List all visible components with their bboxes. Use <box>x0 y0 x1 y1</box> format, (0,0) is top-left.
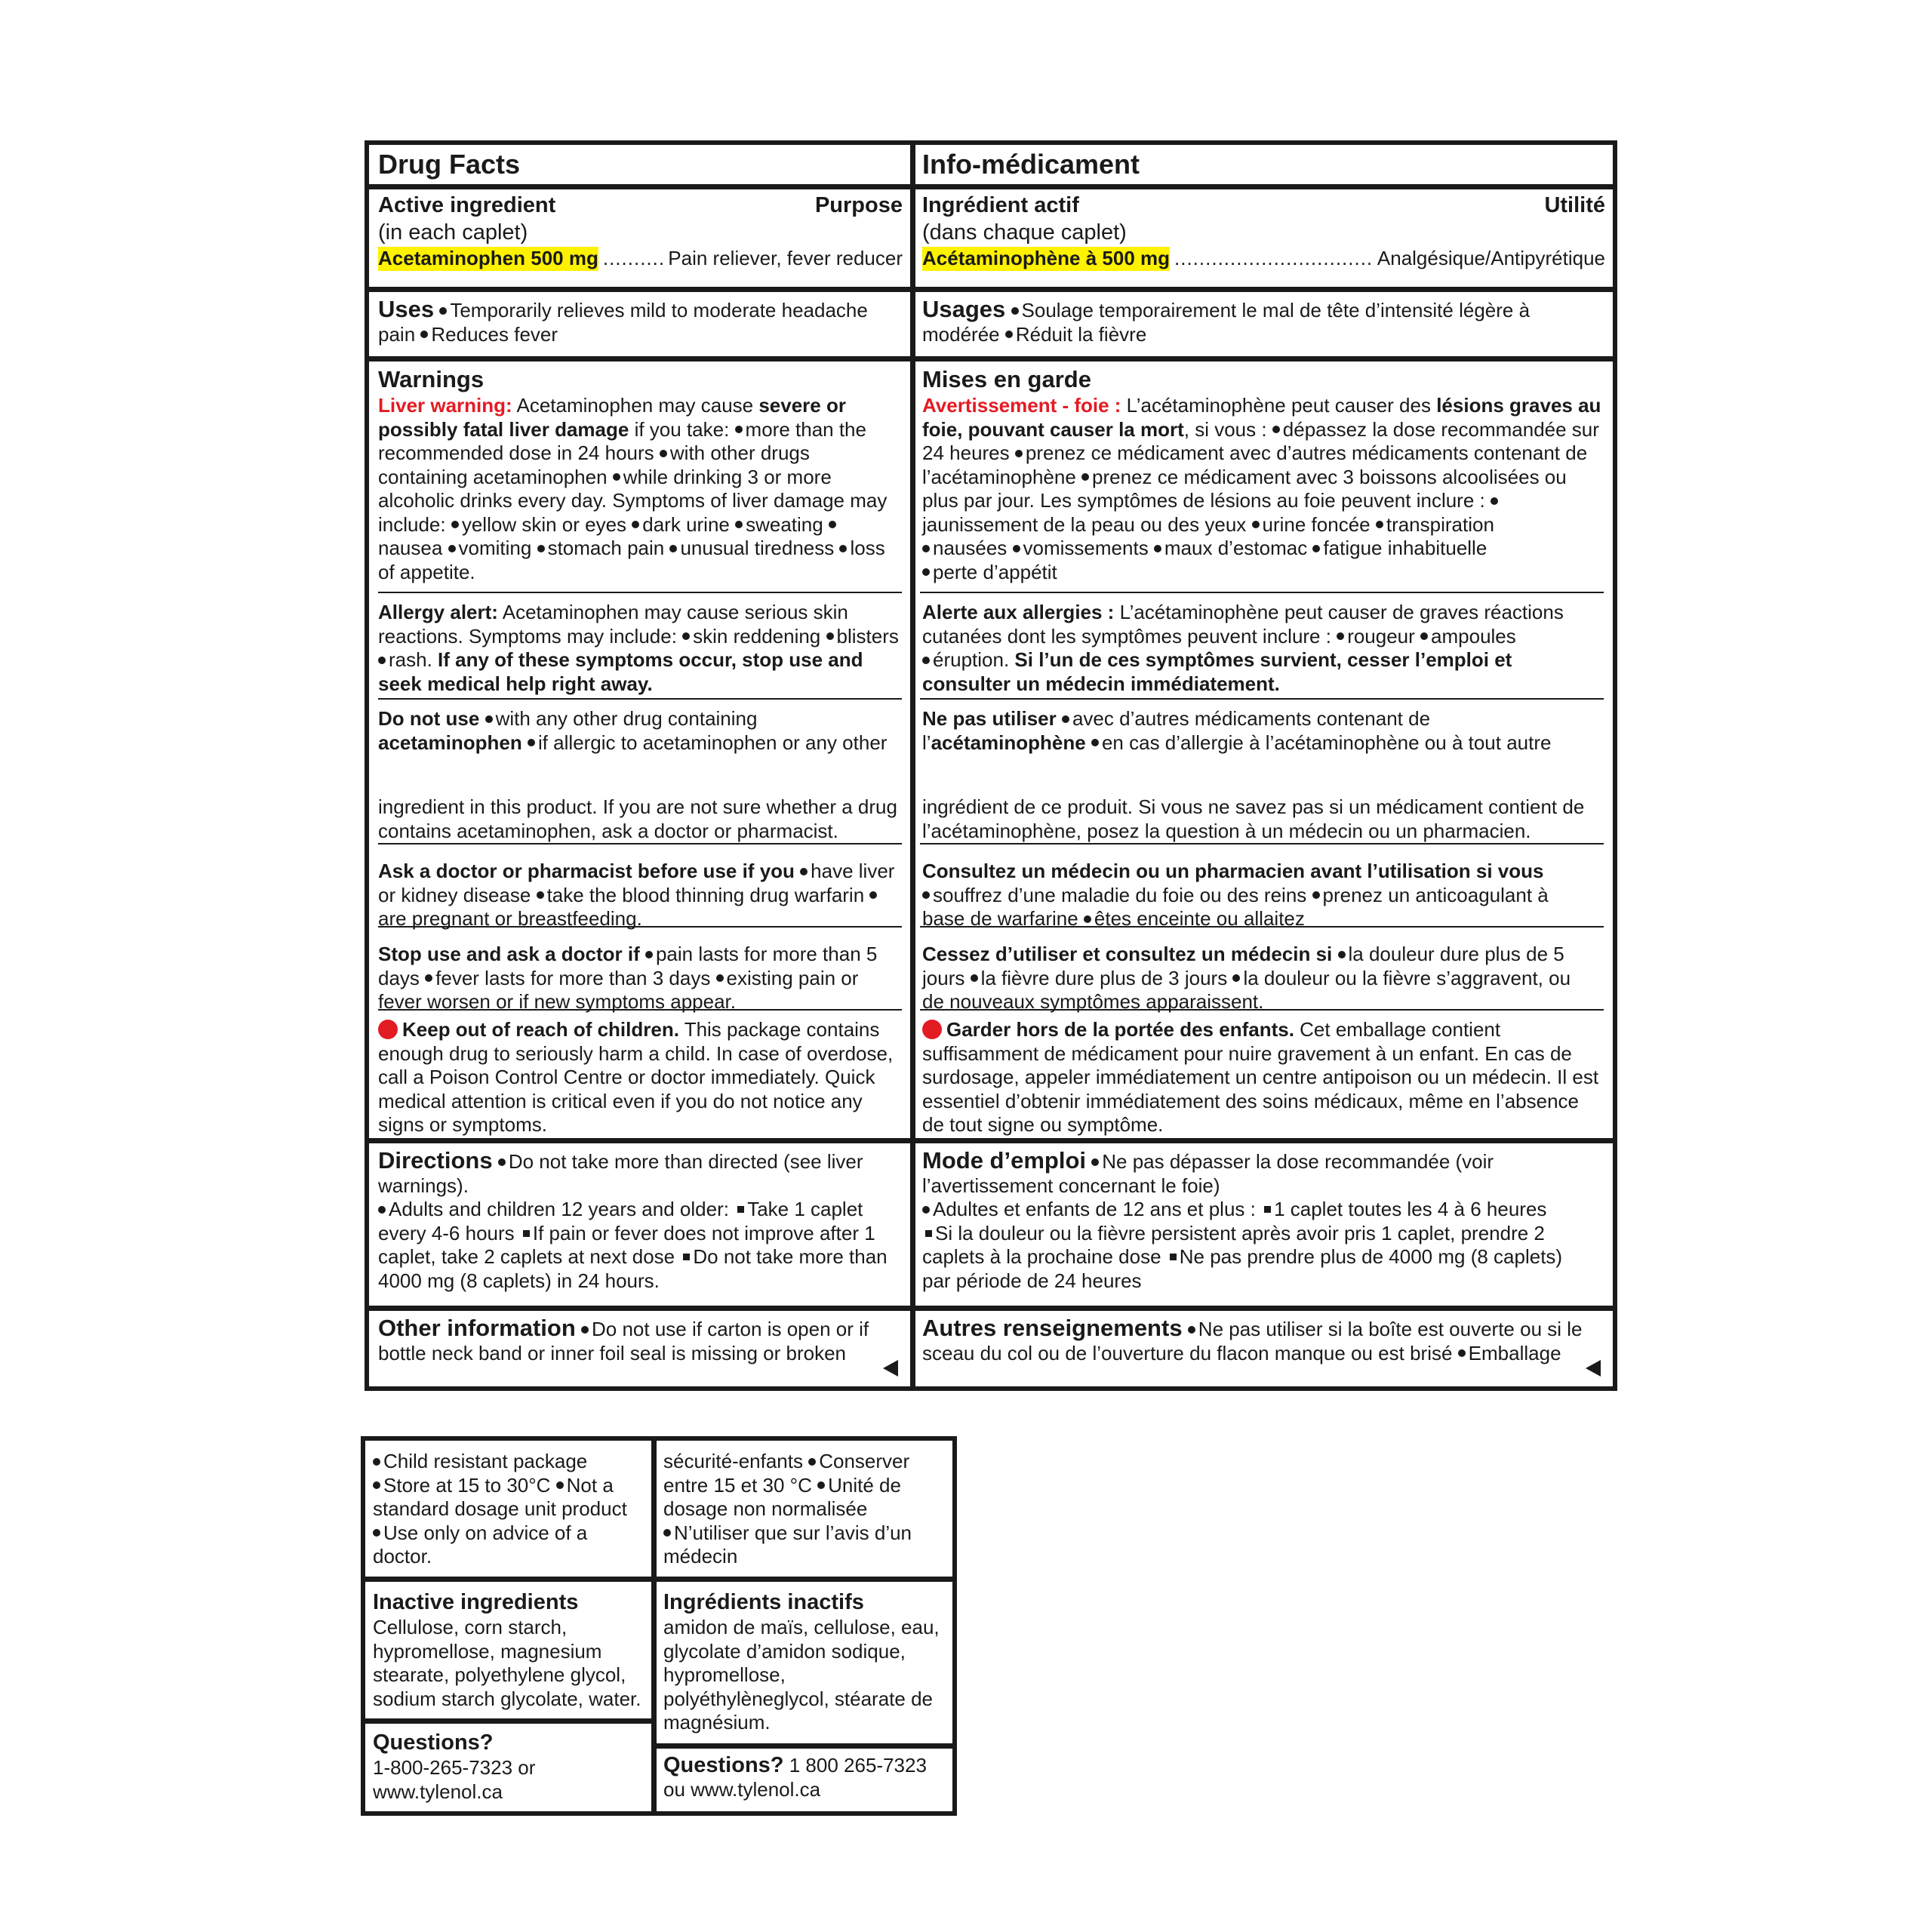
ingredient-purpose: Analgésique/Antipyrétique <box>1377 247 1605 269</box>
bullet-icon <box>808 1458 816 1466</box>
inactive-label: Inactive ingredients <box>373 1590 579 1614</box>
info-medicament-title: Info-médicament <box>922 149 1140 180</box>
text: Adults and children 12 years and older: <box>389 1198 735 1220</box>
bullet-icon <box>682 632 690 640</box>
bullet-icon <box>1081 473 1089 481</box>
ask-doctor-en <box>378 860 899 931</box>
text: urine foncée <box>1262 512 1376 536</box>
inactive-text: amidon de maïs, cellulose, eau, glycolate d’amidon sodique, hypromellose, polyéthylèneglycol, stéarate de magnésium. <box>663 1616 940 1734</box>
text: blisters <box>836 624 899 648</box>
keep-out-fr <box>922 1018 1605 1137</box>
other-info-label: Other information <box>378 1315 576 1341</box>
bullet-icon <box>1458 1349 1466 1357</box>
text: Unité de dosage non normalisée <box>663 1473 901 1520</box>
bullet-icon <box>1005 331 1013 338</box>
bullet-icon <box>498 1158 506 1166</box>
ingredient-name: Acetaminophen 500 mg <box>378 247 598 269</box>
bullet-icon <box>716 974 724 982</box>
keep-out-en <box>378 1018 899 1137</box>
stop-use-label: Cessez d’utiliser et consultez un médecin si <box>922 943 1333 965</box>
ask-doctor-fr <box>922 860 1586 931</box>
bullet-icon <box>373 1481 380 1489</box>
bullet-icon <box>1376 521 1383 528</box>
text: Ne pas prendre plus de 4000 mg (8 caplets) par période de 24 heures <box>922 1245 1563 1292</box>
text: skin reddening <box>693 624 826 648</box>
keep-out-label: Keep out of reach of children. <box>402 1018 679 1041</box>
text: Acetaminophen may cause serious skin reactions. Symptoms may include: <box>378 601 848 648</box>
text: rougeur <box>1347 624 1421 648</box>
bullet-icon <box>971 974 978 982</box>
section-divider <box>657 1577 952 1582</box>
text: yellow skin or eyes <box>461 512 632 536</box>
bullet-icon <box>669 545 677 552</box>
bullet-icon <box>632 521 639 528</box>
bullet-icon <box>1062 715 1069 723</box>
section-divider <box>369 1138 1613 1143</box>
stop-use-en <box>378 943 899 1014</box>
text: take the blood thinning drug warfarin <box>546 883 870 906</box>
allergy-alert-label: Alerte aux allergies : <box>922 601 1115 623</box>
keep-out-label: Garder hors de la portée des enfants. <box>946 1018 1294 1041</box>
allergy-alert-fr <box>922 601 1586 696</box>
continued-fr <box>663 1450 946 1569</box>
text: fever lasts for more than 3 days <box>435 966 716 989</box>
text: avec d’autres médicaments contenant de l’ <box>922 707 1431 754</box>
text: Ne pas dépasser la dose recommandée (voir l’avertissement concernant le foie) <box>922 1150 1494 1197</box>
text: loss of appetite. <box>378 537 885 583</box>
text: lésions graves au foie, pouvant causer la mort <box>922 394 1601 441</box>
questions-fr <box>663 1753 946 1802</box>
bullet-icon <box>1013 545 1020 552</box>
bullet-icon <box>1312 891 1320 899</box>
text: vomissements <box>1023 537 1154 559</box>
questions-label: Questions? <box>373 1730 494 1755</box>
text: Do not use if carton is open or if bottle neck band or inner foil seal is missing or broken <box>378 1318 869 1364</box>
stop-sign-icon <box>378 1020 398 1039</box>
purpose-label: Utilité <box>1544 193 1605 217</box>
bullet-icon <box>1272 426 1280 433</box>
text: souffrez d’une maladie du foie ou des reins <box>933 883 1312 906</box>
text: Adultes et enfants de 12 ans et plus : <box>933 1198 1262 1220</box>
text: If pain or fever does not improve after 1 caplet, take 2 caplets at next dose <box>378 1221 875 1268</box>
text: Si l’un de ces symptômes survient, cesser l’emploi et consulter un médecin immédiatement. <box>922 648 1512 695</box>
text: prenez un anticoagulant à base de warfarine <box>922 883 1549 930</box>
text: Conserver entre 15 et 30 °C <box>663 1450 910 1497</box>
text: Acetaminophen may cause <box>512 394 759 417</box>
questions-text: 1 800 265-7323 ou www.tylenol.ca <box>663 1754 927 1801</box>
purpose-label: Purpose <box>814 193 903 217</box>
text: acétaminophène <box>931 731 1086 754</box>
text: Cet emballage contient suffisamment de médicament pour nuire gravement à un enfant. En cas de surdosage, appeler immédiatement un centre antipoison ou un médecin. Il est essentiel d’obtenir immédiatement des soins médicaux, même en l’absence de tout signe ou symptôme. <box>922 1018 1599 1136</box>
bullet-icon <box>1338 951 1346 958</box>
warnings-label: Warnings <box>378 366 485 392</box>
bullet-icon <box>663 1529 671 1537</box>
text: rash. <box>389 648 438 671</box>
bullet-icon <box>537 545 545 552</box>
text: acetaminophen <box>378 731 522 754</box>
text: with other drugs containing acetaminophen <box>378 441 810 488</box>
uses-item: Temporarily relieves mild to moderate headache pain <box>378 299 868 346</box>
uses-fr <box>922 297 1586 346</box>
text: L’acétaminophène peut causer de graves réactions cutanées dont les symptômes peuvent inclure : <box>922 601 1564 648</box>
text: prenez ce médicament avec d’autres médicaments contenant de l’acétaminophène <box>922 441 1588 488</box>
per-caplet-note: (dans chaque caplet) <box>922 220 1127 245</box>
text: unusual tiredness <box>680 537 840 559</box>
drug-facts-panel <box>365 140 1617 1391</box>
do-not-use-label: Do not use <box>378 707 480 730</box>
continue-arrow-icon <box>883 1360 898 1377</box>
bullet-icon <box>1091 1158 1099 1166</box>
do-not-use-fr <box>922 707 1586 755</box>
square-bullet-icon <box>683 1254 690 1260</box>
sub-divider <box>378 698 902 700</box>
do-not-use-cont-fr: ingrédient de ce produit. Si vous ne savez pas si un médicament contient de l’acétaminophène, posez la question à un médecin ou un pharmacien. <box>922 795 1585 842</box>
bullet-icon <box>1337 632 1344 640</box>
bullet-icon <box>1312 545 1320 552</box>
text: Emballage <box>1468 1341 1561 1364</box>
text: nausées <box>933 537 1013 559</box>
bullet-icon <box>556 1481 564 1489</box>
text: if allergic to acetaminophen or any other <box>537 731 888 754</box>
uses-item: Réduit la fièvre <box>1015 322 1147 346</box>
bullet-icon <box>922 1206 930 1214</box>
bullet-icon <box>800 868 808 875</box>
bullet-icon <box>448 545 456 552</box>
bullet-icon <box>645 951 653 958</box>
bullet-icon <box>613 473 620 481</box>
bullet-icon <box>1091 739 1099 746</box>
inactive-label: Ingrédients inactifs <box>663 1590 864 1614</box>
inactive-en <box>373 1589 648 1711</box>
bullet-icon <box>922 568 930 576</box>
drug-facts-continued-panel <box>361 1436 957 1816</box>
text: en cas d’allergie à l’acétaminophène ou à tout autre <box>1101 731 1552 754</box>
text: prenez ce médicament avec 3 boissons alcoolisées ou plus par jour. Les symptômes de lésions au foie peuvent inclure : <box>922 465 1567 512</box>
square-bullet-icon <box>523 1230 530 1237</box>
text: dark urine <box>642 512 736 536</box>
text: have liver or kidney disease <box>378 860 895 906</box>
bullet-icon <box>1252 521 1260 528</box>
sub-divider <box>378 592 902 593</box>
text: stomach pain <box>547 537 670 559</box>
bullet-icon <box>439 307 447 315</box>
liver-warning-label: Liver warning: <box>378 394 512 417</box>
text: while drinking 3 or more alcoholic drinks every day. Symptoms of liver damage may include: <box>378 465 888 536</box>
stop-sign-icon <box>922 1020 942 1039</box>
text: la douleur ou la fièvre s’aggravent, ou de nouveaux symptômes apparaissent. <box>922 966 1571 1013</box>
ask-doctor-label: Consultez un médecin ou un pharmacien avant l’utilisation si vous <box>922 860 1544 882</box>
text: Take 1 caplet every 4-6 hours <box>378 1198 863 1244</box>
stop-use-label: Stop use and ask a doctor if <box>378 943 640 965</box>
other-info-label: Autres renseignements <box>922 1315 1183 1341</box>
bullet-icon <box>373 1458 380 1466</box>
do-not-use-en <box>378 707 899 755</box>
text: maux d’estomac <box>1164 537 1313 559</box>
bullet-icon <box>829 521 836 528</box>
allergy-alert-label: Allergy alert: <box>378 601 498 623</box>
sub-divider <box>920 843 1604 844</box>
per-caplet-note: (in each caplet) <box>378 220 528 245</box>
ask-doctor-label: Ask a doctor or pharmacist before use if you <box>378 860 795 882</box>
warnings-label: Mises en garde <box>922 366 1091 392</box>
uses-en <box>378 297 899 346</box>
continued-en <box>373 1450 646 1569</box>
stop-use-fr <box>922 943 1586 1014</box>
bullet-icon <box>420 331 428 338</box>
text: fatigue inhabituelle <box>1323 537 1487 559</box>
text: perte d’appétit <box>933 560 1057 583</box>
text: with any other drug containing <box>495 707 758 730</box>
active-ingredient-en <box>378 193 903 271</box>
ingredient-name: Acétaminophène à 500 mg <box>922 247 1170 269</box>
bullet-icon <box>922 891 930 899</box>
text: are pregnant or breastfeeding. <box>378 907 642 930</box>
text: L’acétaminophène peut causer des <box>1121 394 1437 417</box>
text: jaunissement de la peau ou des yeux <box>922 512 1252 536</box>
text: Use only on advice of a doctor. <box>373 1521 588 1567</box>
text: sweating <box>746 512 829 536</box>
text: if you take: <box>629 417 735 441</box>
text: êtes enceinte ou allaitez <box>1094 907 1305 930</box>
sub-divider <box>920 698 1604 700</box>
continue-arrow-icon <box>1586 1360 1601 1377</box>
liver-warning-label: Avertissement - foie : <box>922 394 1121 417</box>
text: pain lasts for more than 5 days <box>378 943 878 989</box>
section-divider <box>365 1577 651 1582</box>
section-divider <box>369 356 1613 361</box>
text: 1 caplet toutes les 4 à 6 heures <box>1274 1198 1547 1220</box>
active-ingredient-label: Ingrédient actif <box>922 193 1079 217</box>
bullet-icon <box>373 1529 380 1537</box>
bullet-icon <box>735 426 743 433</box>
dot-leader <box>603 247 663 271</box>
text: transpiration <box>1386 512 1494 536</box>
section-divider <box>657 1743 952 1749</box>
text: Do not take more than directed (see liver warnings). <box>378 1150 863 1197</box>
bullet-icon <box>378 1206 386 1214</box>
directions-en <box>378 1149 899 1293</box>
text: Ne pas utiliser si la boîte est ouverte ou si le sceau du col ou de l’ouverture du flacon manque ou est brisé <box>922 1318 1583 1364</box>
active-ingredient-label: Active ingredient <box>378 193 556 217</box>
text: nausea <box>378 537 448 559</box>
allergy-alert-en <box>378 601 899 696</box>
text: Store at 15 to 30°C <box>383 1473 556 1497</box>
ingredient-purpose: Pain reliever, fever reducer <box>668 247 903 269</box>
bullet-icon <box>528 739 535 746</box>
sub-divider <box>378 843 902 844</box>
do-not-use-cont-en: ingredient in this product. If you are not sure whether a drug contains acetaminophen, ask a doctor or pharmacist. <box>378 795 897 842</box>
text: Not a standard dosage unit product <box>373 1473 627 1520</box>
section-divider <box>365 1718 651 1724</box>
bullet-icon <box>660 450 667 457</box>
uses-label: Uses <box>378 296 435 322</box>
text: existing pain or fever worsen or if new symptoms appear. <box>378 966 859 1013</box>
active-ingredient-fr <box>922 193 1605 271</box>
bullet-icon <box>1084 915 1091 923</box>
square-bullet-icon <box>737 1206 744 1213</box>
text: Si la douleur ou la fièvre persistent après avoir pris 1 caplet, prendre 2 caplets à la prochaine dose <box>922 1221 1545 1268</box>
section-divider <box>369 1306 1613 1311</box>
text: sécurité-enfants <box>663 1450 809 1472</box>
uses-item: Reduces fever <box>431 322 558 346</box>
directions-label: Directions <box>378 1147 493 1174</box>
column-divider <box>651 1441 657 1811</box>
bullet-icon <box>735 521 743 528</box>
directions-fr <box>922 1149 1586 1293</box>
bullet-icon <box>451 521 459 528</box>
questions-en <box>373 1729 592 1804</box>
bullet-icon <box>1154 545 1161 552</box>
text: éruption. <box>933 648 1015 671</box>
text: ampoules <box>1431 624 1516 648</box>
bullet-icon <box>817 1481 825 1489</box>
bullet-icon <box>1015 450 1023 457</box>
section-divider <box>369 287 1613 292</box>
drug-facts-title: Drug Facts <box>378 149 521 180</box>
text: dépassez la dose recommandée sur 24 heures <box>922 417 1599 464</box>
bullet-icon <box>1188 1326 1195 1334</box>
inactive-fr <box>663 1589 946 1735</box>
uses-label: Usages <box>922 296 1006 322</box>
bullet-icon <box>1420 632 1428 640</box>
questions-text: 1-800-265-7323 or www.tylenol.ca <box>373 1756 536 1803</box>
bullet-icon <box>485 715 493 723</box>
bullet-icon <box>839 545 847 552</box>
bullet-icon <box>581 1326 589 1334</box>
other-info-en <box>378 1316 899 1365</box>
inactive-text: Cellulose, corn starch, hypromellose, magnesium stearate, polyethylene glycol, sodium starch glycolate, water. <box>373 1616 641 1710</box>
text: This package contains enough drug to seriously harm a child. In case of overdose, call a Poison Control Centre or doctor immediately. Quick medical attention is critical even if you do not notice any signs or symptoms. <box>378 1018 894 1136</box>
square-bullet-icon <box>925 1230 932 1237</box>
text: la douleur dure plus de 5 jours <box>922 943 1564 989</box>
text: Child resistant package <box>383 1450 588 1472</box>
text: Do not take more than 4000 mg (8 caplets) in 24 hours. <box>378 1245 888 1292</box>
text: more than the recommended dose in 24 hours <box>378 417 866 464</box>
text: severe or possibly fatal liver damage <box>378 394 846 441</box>
section-divider <box>369 184 1613 189</box>
text: la fièvre dure plus de 3 jours <box>980 966 1233 989</box>
questions-label: Questions? <box>663 1753 784 1777</box>
bullet-icon <box>537 891 544 899</box>
warnings-fr <box>922 365 1605 584</box>
text: N’utiliser que sur l’avis d’un médecin <box>663 1521 912 1567</box>
bullet-icon <box>922 657 930 664</box>
text: If any of these symptoms occur, stop use and seek medical help right away. <box>378 648 863 695</box>
other-info-fr <box>922 1316 1605 1365</box>
text: vomiting <box>458 537 537 559</box>
uses-item: Soulage temporairement le mal de tête d’intensité légère à modérée <box>922 299 1531 346</box>
bullet-icon <box>1011 307 1019 315</box>
bullet-icon <box>922 545 930 552</box>
bullet-icon <box>869 891 877 899</box>
do-not-use-label: Ne pas utiliser <box>922 707 1057 730</box>
sub-divider <box>920 592 1604 593</box>
bullet-icon <box>1232 974 1240 982</box>
bullet-icon <box>378 657 386 664</box>
square-bullet-icon <box>1264 1206 1271 1213</box>
column-divider <box>910 145 915 1386</box>
bullet-icon <box>826 632 834 640</box>
bullet-icon <box>425 974 432 982</box>
square-bullet-icon <box>1170 1254 1177 1260</box>
dot-leader <box>1174 247 1373 271</box>
warnings-en <box>378 365 899 584</box>
text: , si vous : <box>1183 417 1272 441</box>
bullet-icon <box>1491 497 1498 505</box>
directions-label: Mode d’emploi <box>922 1147 1086 1174</box>
